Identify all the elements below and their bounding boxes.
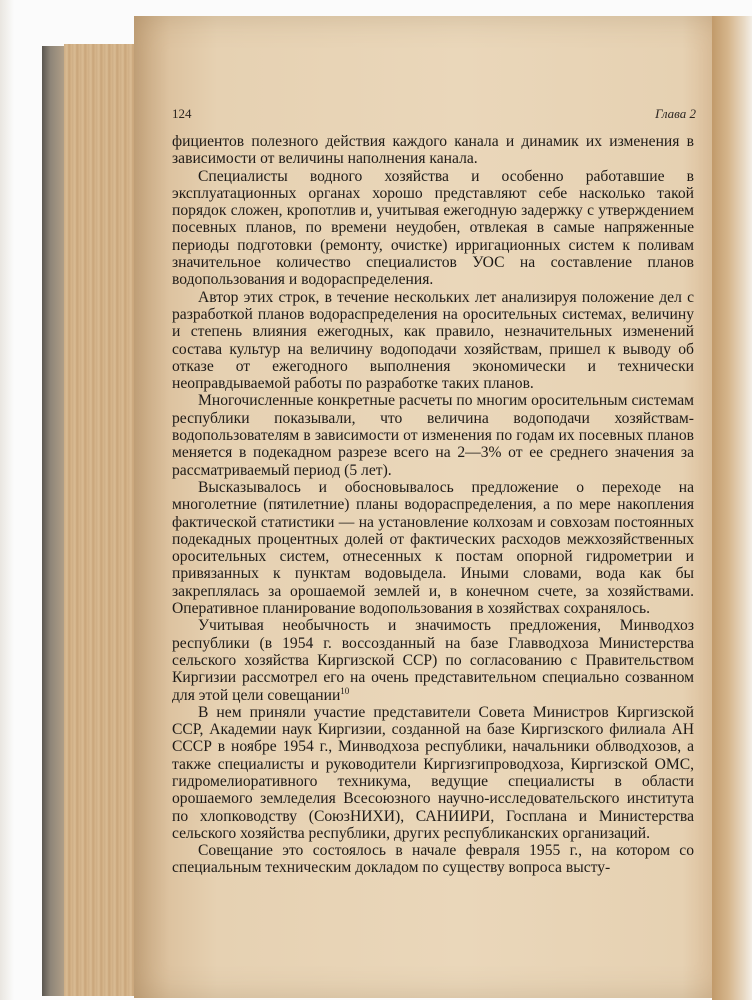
chapter-label: Глава 2 <box>655 106 696 121</box>
footnote-marker: 10 <box>340 685 350 696</box>
page-edges <box>64 44 136 996</box>
paragraph-6 <box>172 617 694 703</box>
paragraph-8: Совещание это состоялось в начале февраля 1955 г., на котором со специальным техническим докладом по существу вопроса высту- <box>172 842 694 877</box>
paragraph-2: Специалисты водного хозяйства и особенно работавшие в эксплуатационных органах хорошо представляют себе насколько такой порядок сложен, кропотлив и, учитывая ежегодную задержку с утверждением посевных планов, по времени неудобен, отвлекая в самые напряженные периоды подготовки (ремонту, очистке) ирригационных систем к поливам значительное количество специалистов УОС на составление планов водопользования и водораспределения. <box>172 167 694 289</box>
paragraph-3: Автор этих строк, в течение нескольких лет анализируя положение дел с разработкой планов водораспределения на оросительных системах, величину и степень влияния ежегодных, как правило, незначительных изменений состава культур на величину водоподачи хозяйствам, пришел к выводу об отказе от ежегодного выполнения экономически и технически неоправдываемой работы по разработке таких планов. <box>172 288 694 393</box>
paragraph-6-text: Учитывая необычность и значимость предложения, Минводхоз республики (в 1954 г. воссозданный на базе Главводхоза Министерства сельского хозяйства Киргизской ССР) по согласованию с Правительством Киргизии рассмотрел его на очень представительном специально созванном для этой цели совещании <box>172 617 694 704</box>
page-number: 124 <box>172 106 192 121</box>
page-right-edge <box>712 16 752 1000</box>
paragraph-7: В нем приняли участие представители Совета Министров Киргизской ССР, Академии наук Киргизии, созданной на базе Киргизского филиала АН СССР в ноябре 1954 г., Минводхоза республики, начальники облводхозов, а также специалисты и руководители Киргизгипроводхоза, Киргизской ОМС, гидромелиоративного техникума, ведущие специалисты в области орошаемого земледелия Всесоюзного научно-исследовательского института по хлопководству (СоюзНИХИ), САНИИРИ, Госплана и Министерства сельского хозяйства республики, других республиканских организаций. <box>172 703 694 842</box>
book-spine <box>42 46 66 996</box>
scan-background <box>0 0 14 1000</box>
paragraph-1: фициентов полезного действия каждого канала и динамик их изменения в зависимости от величины наполнения канала. <box>172 133 694 168</box>
running-head <box>172 106 696 124</box>
paragraph-4: Многочисленные конкретные расчеты по многим оросительным системам республики показывали, что величина водоподачи хозяйствам-водопользователям в зависимости от изменения по годам их посевных планов меняется в подекадном разрезе всего на 2—3% от ее среднего значения за рассматриваемый период (5 лет). <box>172 392 694 479</box>
body-text <box>172 133 694 877</box>
paragraph-5: Высказывалось и обосновывалось предложение о переходе на многолетние (пятилетние) планы водораспределения, а по мере накопления фактической статистики — на установление колхозам и совхозам постоянных подекадных процентных долей от фактических расходов межхозяйственных оросительных систем, отнесенных к постам опорной гидрометрии и привязанных к пунктам водовыдела. Иными словами, вода как бы закреплялась за орошаемой землей и, в конечном счете, за хозяйствами. Оперативное планирование водопользования в хозяйствах сохранялось. <box>172 478 694 618</box>
